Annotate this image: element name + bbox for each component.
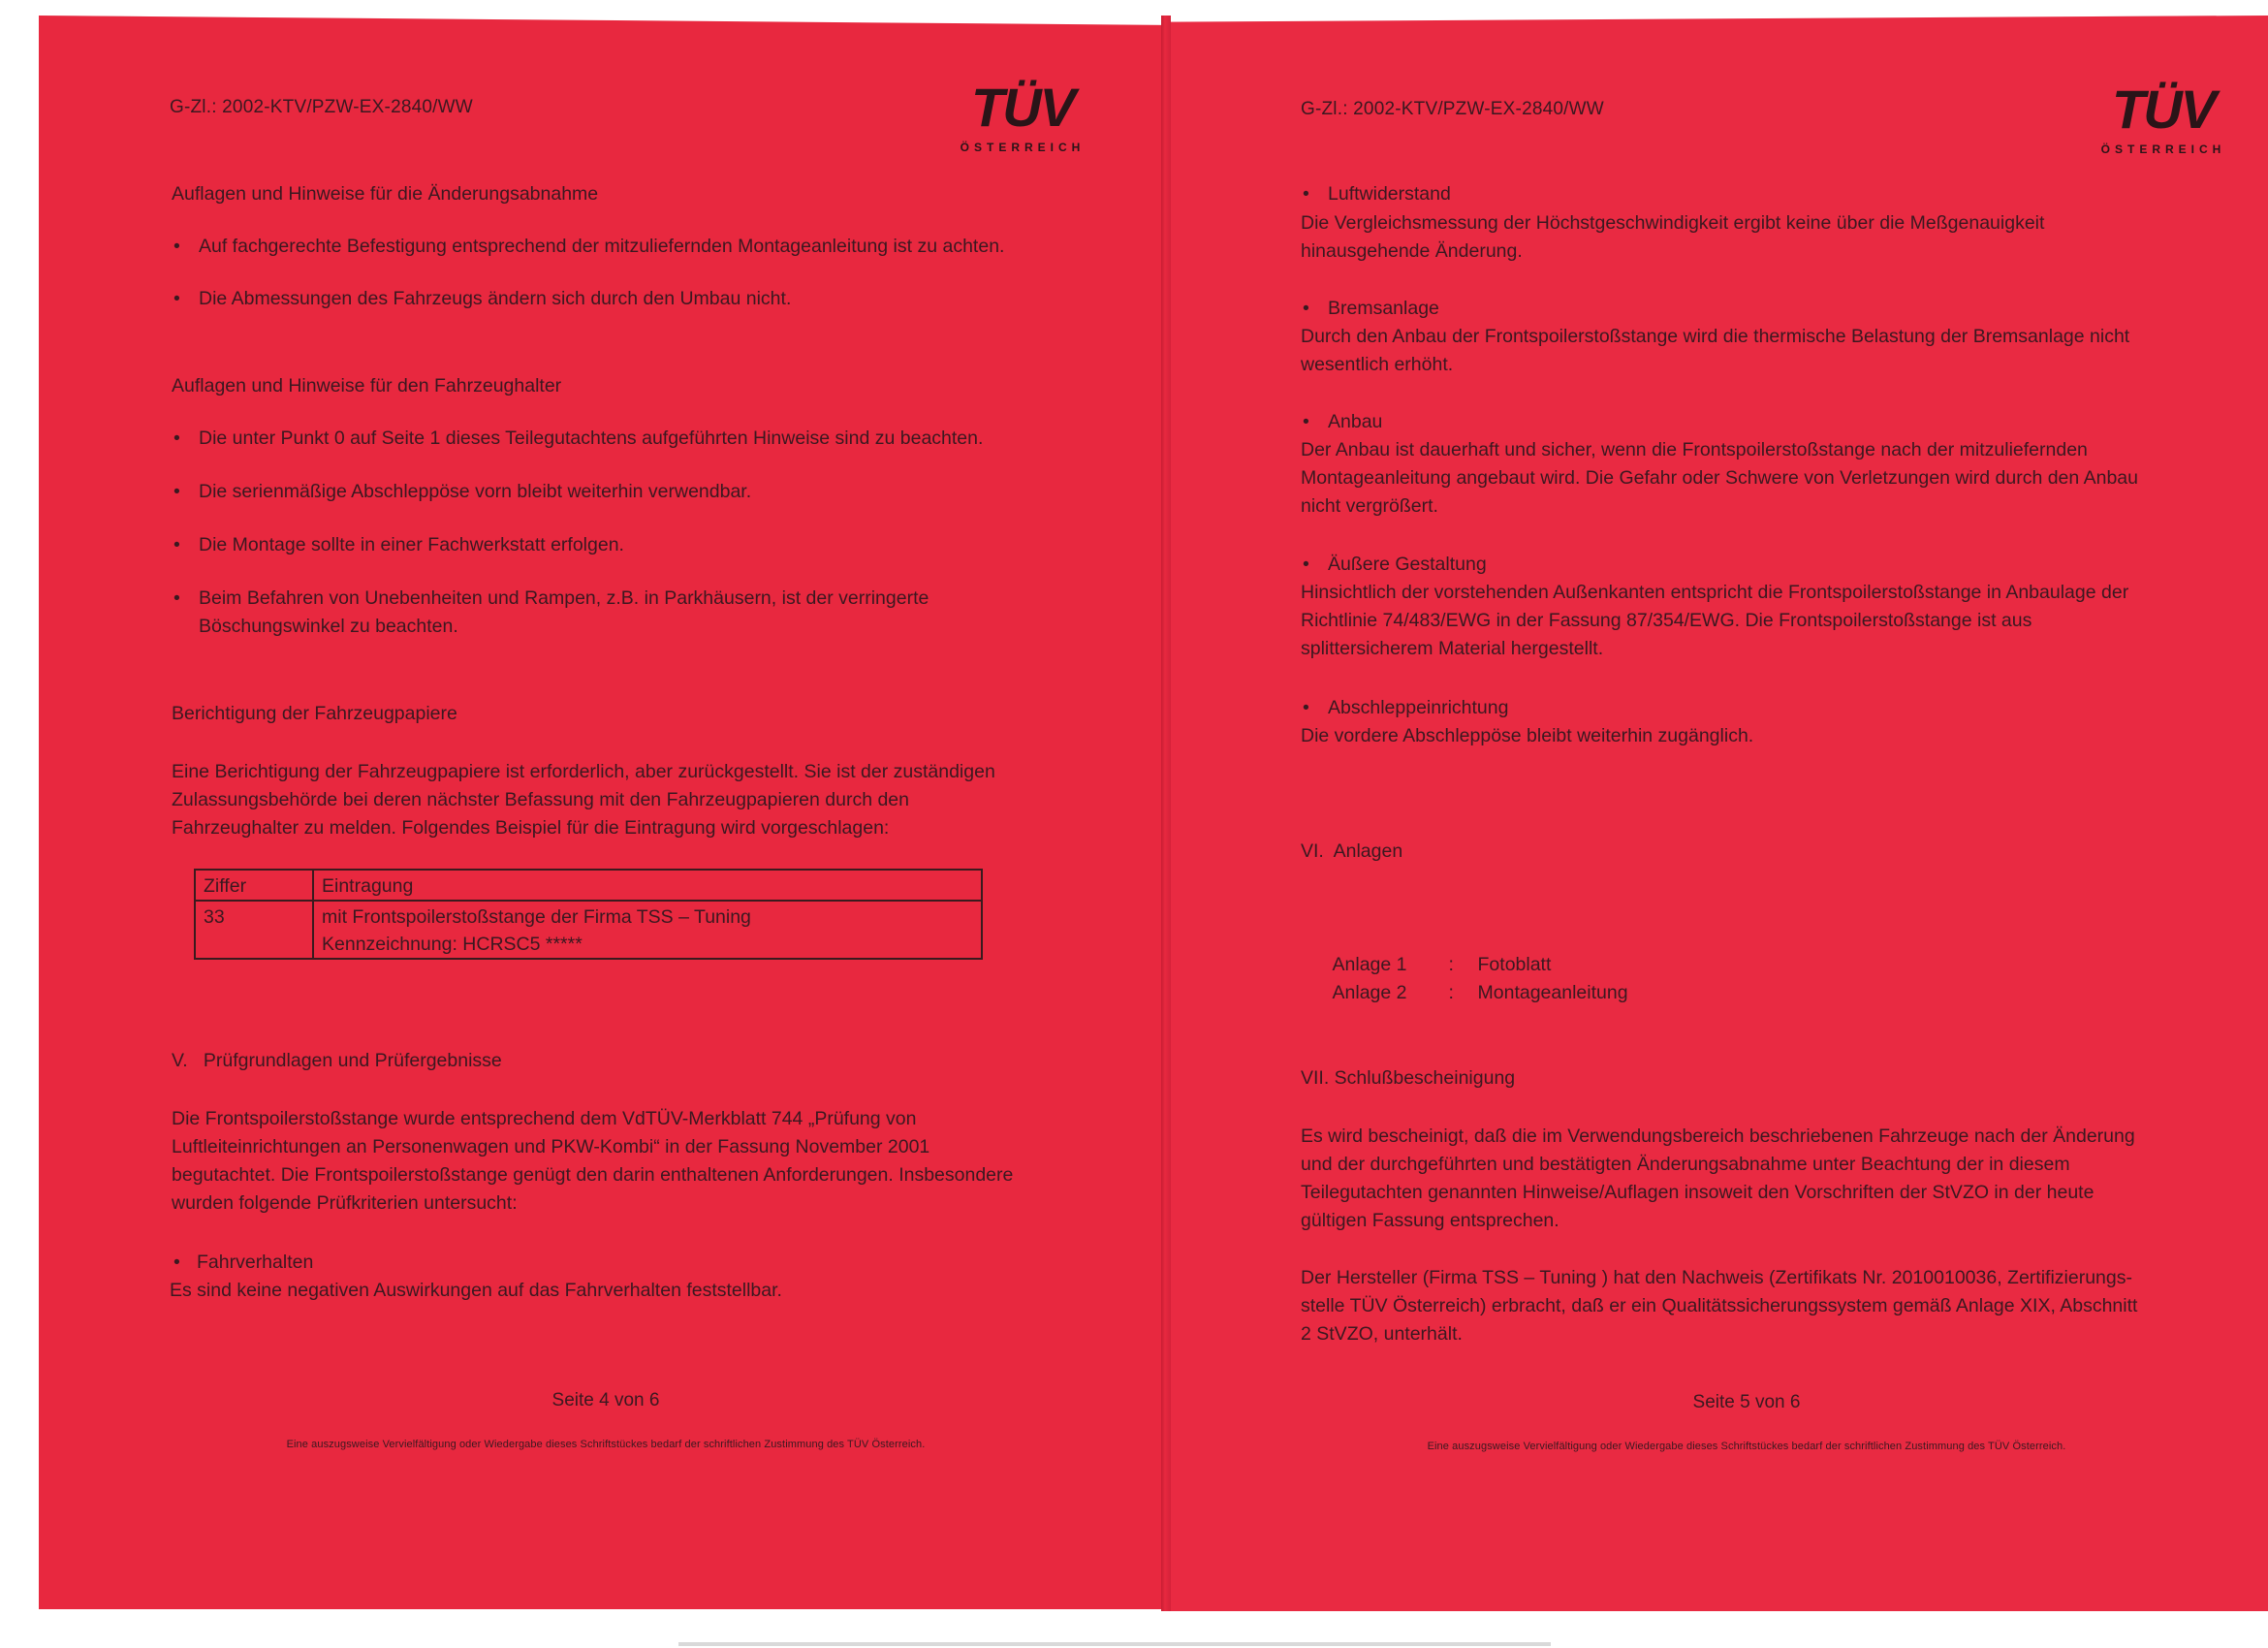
gestaltung-title: • Äußere Gestaltung <box>1301 551 1487 579</box>
tuv-logo-subtitle: ÖSTERREICH <box>960 141 1086 154</box>
bremsanlage-line-2: wesentlich erhöht. <box>1301 354 1454 375</box>
abnahme-bullet-2: • Die Abmessungen des Fahrzeugs ändern sich durch den Umbau nicht. <box>172 285 791 313</box>
eintragung-line-1: mit Frontspoilerstoßstange der Firma TSS – Tuning <box>322 906 751 928</box>
v-line-4: wurden folgende Prüfkriterien untersucht: <box>172 1192 518 1214</box>
eintragung-table <box>194 869 983 960</box>
table-header-row <box>195 870 982 901</box>
gestaltung-line-1: Hinsichtlich der vorstehenden Außenkanten entspricht die Frontspoilerstoßstange in Anbaulage der <box>1301 582 2129 603</box>
halter-bullet-1: • Die unter Punkt 0 auf Seite 1 dieses Teilegutachtens aufgeführten Hinweise sind zu beachten. <box>172 425 983 453</box>
table-header-ziffer: Ziffer <box>195 870 313 901</box>
heading-berichtigung: Berichtigung der Fahrzeugpapiere <box>172 703 457 724</box>
anbau-line-3: nicht vergrößert. <box>1301 495 1438 517</box>
table-cell-ziffer: 33 <box>195 901 313 959</box>
vii-line-1: Es wird bescheinigt, daß die im Verwendungsbereich beschriebenen Fahrzeuge nach der Änderung <box>1301 1125 2135 1147</box>
berichtigung-line-1: Eine Berichtigung der Fahrzeugpapiere ist erforderlich, aber zurückgestellt. Sie ist der zuständigen <box>172 761 995 782</box>
anlage-row-2 <box>1301 951 1628 1035</box>
anlage-label: Anlage 2 <box>1332 982 1407 1003</box>
copyright-footer: Eine auszugsweise Vervielfältigung oder Wiedergabe dieses Schriftstückes bedarf der schriftlichen Zustimmung des TÜV Österreich. <box>1427 1441 2066 1452</box>
halter-bullet-4: • Beim Befahren von Unebenheiten und Rampen, z.B. in Parkhäusern, ist der verringerte <box>172 585 929 613</box>
copyright-footer: Eine auszugsweise Vervielfältigung oder Wiedergabe dieses Schriftstückes bedarf der schriftlichen Zustimmung des TÜV Österreich. <box>286 1439 926 1450</box>
heading-auflagen-halter: Auflagen und Hinweise für den Fahrzeughalter <box>172 375 562 396</box>
berichtigung-line-2: Zulassungsbehörde bei deren nächster Befassung mit den Fahrzeugpapieren durch den <box>172 789 909 810</box>
page-number: Seite 4 von 6 <box>551 1390 660 1410</box>
gestaltung-line-2: Richtlinie 74/483/EWG in der Fassung 87/354/EWG. Die Frontspoilerstoßstange ist aus <box>1301 610 2032 631</box>
table-header-eintragung: Eintragung <box>313 870 982 901</box>
heading-section-vii: VII. Schlußbescheinigung <box>1301 1067 1516 1089</box>
berichtigung-line-3: Fahrzeughalter zu melden. Folgendes Beispiel für die Eintragung wird vorgeschlagen: <box>172 817 890 839</box>
anlage-separator: : <box>1448 954 1454 975</box>
halter-bullet-3: • Die Montage sollte in einer Fachwerkstatt erfolgen. <box>172 531 624 559</box>
v-line-3: begutachtet. Die Frontspoilerstoßstange genügt den darin enthaltenen Anforderungen. Insbesondere <box>172 1164 1014 1186</box>
hersteller-line-2: stelle TÜV Österreich) erbracht, daß er ein Qualitätssicherungssystem gemäß Anlage XIX, Abschnitt <box>1301 1295 2138 1316</box>
anlage-value: Fotoblatt <box>1477 954 1552 975</box>
tuv-logo-subtitle: ÖSTERREICH <box>2100 143 2226 156</box>
hersteller-line-3: 2 StVZO, unterhält. <box>1301 1323 1463 1345</box>
bremsanlage-line-1: Durch den Anbau der Frontspoilerstoßstange wird die thermische Belastung der Bremsanlage nicht <box>1301 326 2130 347</box>
heading-section-v: V. Prüfgrundlagen und Prüfergebnisse <box>172 1050 502 1071</box>
abnahme-bullet-1: • Auf fachgerechte Befestigung entsprechend der mitzuliefernden Montageanleitung ist zu achten. <box>172 233 1004 261</box>
anlage-label: Anlage 1 <box>1332 954 1407 975</box>
table-row <box>195 901 982 959</box>
fahrverhalten-text: Es sind keine negativen Auswirkungen auf das Fahrverhalten feststellbar. <box>170 1280 782 1301</box>
tuv-logo-text: TÜV <box>2112 79 2215 140</box>
luftwiderstand-line-2: hinausgehende Änderung. <box>1301 240 1523 262</box>
anbau-line-1: Der Anbau ist dauerhaft und sicher, wenn die Frontspoilerstoßstange nach der mitzuliefernden <box>1301 439 2088 460</box>
vii-line-2: und der durchgeführten und bestätigten Änderungsabnahme unter Beachtung der in diesem <box>1301 1154 2070 1175</box>
tuv-logo-text: TÜV <box>971 77 1074 138</box>
halter-bullet-2: • Die serienmäßige Abschleppöse vorn bleibt weiterhin verwendbar. <box>172 478 751 506</box>
page-4 <box>170 77 1086 1464</box>
reference-number: G-Zl.: 2002-KTV/PZW-EX-2840/WW <box>1301 99 1604 119</box>
gestaltung-line-3: splittersicherem Material hergestellt. <box>1301 638 1604 659</box>
vii-line-4: gültigen Fassung entsprechen. <box>1301 1210 1559 1231</box>
abschlepp-title: • Abschleppeinrichtung <box>1301 694 1508 722</box>
scan-edge <box>678 1642 1551 1646</box>
halter-bullet-4-cont: Böschungswinkel zu beachten. <box>199 616 458 637</box>
page-number: Seite 5 von 6 <box>1692 1392 1801 1412</box>
anbau-line-2: Montageanleitung angebaut wird. Die Gefahr oder Schwere von Verletzungen wird durch den Anbau <box>1301 467 2138 489</box>
anbau-title: • Anbau <box>1301 408 1382 436</box>
tuv-logo <box>2095 79 2231 164</box>
v-line-2: Luftleiteinrichtungen an Personenwagen und PKW-Kombi“ in der Fassung November 2001 <box>172 1136 930 1157</box>
table-cell-eintragung <box>313 901 982 959</box>
hersteller-line-1: Der Hersteller (Firma TSS – Tuning ) hat den Nachweis (Zertifikats Nr. 2010010036, Zertifizierungs- <box>1301 1267 2132 1288</box>
vii-line-3: Teilegutachten genannten Hinweise/Auflagen insoweit den Vorschriften der StVZO in der heute <box>1301 1182 2095 1203</box>
heading-auflagen-abnahme: Auflagen und Hinweise für die Änderungsabnahme <box>172 183 599 205</box>
luftwiderstand-title: • Luftwiderstand <box>1301 180 1451 208</box>
bremsanlage-title: • Bremsanlage <box>1301 295 1439 323</box>
reference-number: G-Zl.: 2002-KTV/PZW-EX-2840/WW <box>170 97 473 117</box>
luftwiderstand-line-1: Die Vergleichsmessung der Höchstgeschwindigkeit ergibt keine über die Meßgenauigkeit <box>1301 212 2045 234</box>
v-line-1: Die Frontspoilerstoßstange wurde entsprechend dem VdTÜV-Merkblatt 744 „Prüfung von <box>172 1108 917 1129</box>
eintragung-line-2: Kennzeichnung: HCRSC5 ***** <box>322 934 583 955</box>
page-5 <box>1301 79 2226 1464</box>
page-fold <box>1161 16 1171 1611</box>
tuv-logo <box>955 77 1090 162</box>
fahrverhalten-title: • Fahrverhalten <box>172 1249 313 1277</box>
anlage-separator: : <box>1448 982 1454 1003</box>
anlage-value: Montageanleitung <box>1477 982 1628 1003</box>
heading-section-vi: VI. Anlagen <box>1301 840 1403 862</box>
abschlepp-text: Die vordere Abschleppöse bleibt weiterhin zugänglich. <box>1301 725 1754 746</box>
